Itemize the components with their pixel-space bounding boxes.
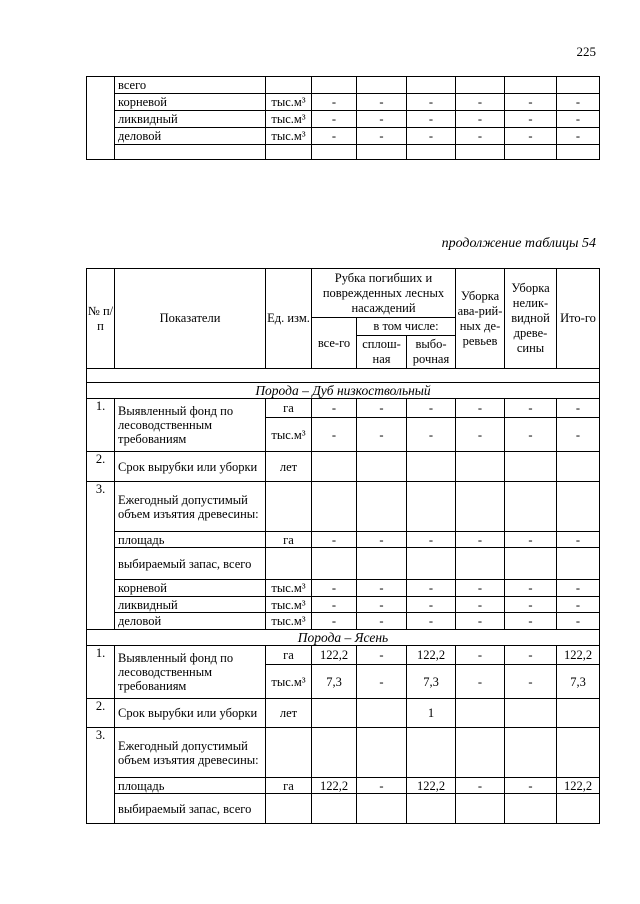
value-cell — [556, 727, 600, 777]
value-cell: 7,3 — [406, 664, 455, 698]
value-cell: - — [356, 777, 406, 793]
value-cell: - — [504, 127, 556, 144]
unit-cell — [265, 727, 311, 777]
value-cell: - — [311, 110, 356, 127]
value-cell — [406, 451, 455, 481]
value-cell: - — [455, 596, 504, 612]
indicator-cell: ликвидный — [114, 596, 265, 612]
unit-cell: тыс.м³ — [265, 596, 311, 612]
value-cell: - — [455, 110, 504, 127]
value-cell: - — [556, 127, 600, 144]
value-cell — [455, 451, 504, 481]
indicator-cell: площадь — [114, 531, 265, 547]
indicator-cell: деловой — [114, 612, 265, 629]
value-cell: - — [406, 398, 455, 417]
unit-cell: тыс.м³ — [265, 127, 311, 144]
value-cell — [311, 727, 356, 777]
value-cell — [406, 727, 455, 777]
value-cell: - — [455, 93, 504, 110]
value-cell — [406, 481, 455, 531]
header-illiquid: Уборка нелик-видной древе-сины — [504, 268, 556, 368]
value-cell — [356, 727, 406, 777]
value-cell: - — [455, 417, 504, 451]
unit-cell — [265, 481, 311, 531]
indicator-cell: Срок вырубки или уборки — [114, 698, 265, 727]
value-cell — [311, 481, 356, 531]
indicator-cell: корневой — [114, 93, 265, 110]
value-cell: 7,3 — [311, 664, 356, 698]
unit-cell — [265, 547, 311, 579]
unit-cell: тыс.м³ — [265, 110, 311, 127]
value-cell: 122,2 — [556, 777, 600, 793]
table-caption: продолжение таблицы 54 — [441, 236, 596, 251]
value-cell: - — [356, 579, 406, 596]
value-cell — [455, 547, 504, 579]
value-cell — [455, 727, 504, 777]
row-number: 1. — [86, 645, 114, 698]
value-cell: - — [455, 398, 504, 417]
value-cell — [556, 793, 600, 824]
value-cell: - — [556, 612, 600, 629]
indicator-cell: Ежегодный допустимый объем изъятия древесины: — [114, 481, 265, 531]
unit-cell: лет — [265, 698, 311, 727]
value-cell: - — [504, 664, 556, 698]
value-cell — [504, 481, 556, 531]
header-total: все-го — [311, 317, 356, 368]
value-cell — [356, 481, 406, 531]
value-cell: - — [406, 417, 455, 451]
value-cell: 7,3 — [556, 664, 600, 698]
header-sum: Ито-го — [556, 268, 600, 368]
value-cell — [556, 481, 600, 531]
unit-cell: га — [265, 645, 311, 664]
value-cell — [311, 793, 356, 824]
value-cell — [504, 698, 556, 727]
row-number: 3. — [86, 727, 114, 824]
value-cell: - — [356, 127, 406, 144]
indicator-cell: Выявленный фонд по лесоводственным требованиям — [114, 398, 265, 451]
value-cell: - — [356, 93, 406, 110]
indicator-cell: деловой — [114, 127, 265, 144]
value-cell — [556, 698, 600, 727]
value-cell: - — [356, 645, 406, 664]
value-cell — [504, 727, 556, 777]
value-cell — [311, 451, 356, 481]
value-cell: - — [356, 612, 406, 629]
indicator-cell: Ежегодный допустимый объем изъятия древесины: — [114, 727, 265, 777]
row-number: 2. — [86, 698, 114, 727]
indicator-cell: Выявленный фонд по лесоводственным требованиям — [114, 645, 265, 698]
header-num: № п/п — [86, 268, 114, 368]
value-cell: - — [311, 596, 356, 612]
unit-cell: тыс.м³ — [265, 417, 311, 451]
header-selective: выбо-рочная — [406, 335, 455, 368]
value-cell: - — [356, 596, 406, 612]
value-cell: - — [356, 110, 406, 127]
unit-cell: га — [265, 777, 311, 793]
value-cell: - — [556, 579, 600, 596]
value-cell — [311, 547, 356, 579]
unit-cell: га — [265, 531, 311, 547]
value-cell: - — [311, 579, 356, 596]
value-cell — [504, 547, 556, 579]
value-cell — [406, 793, 455, 824]
value-cell: - — [556, 531, 600, 547]
value-cell: - — [406, 531, 455, 547]
section-title: Порода – Ясень — [86, 629, 600, 645]
value-cell: - — [356, 664, 406, 698]
value-cell: 122,2 — [406, 777, 455, 793]
unit-cell: тыс.м³ — [265, 579, 311, 596]
value-cell — [504, 451, 556, 481]
indicator-cell: площадь — [114, 777, 265, 793]
header-unit: Ед. изм. — [265, 268, 311, 368]
row-number: 3. — [86, 481, 114, 629]
row-number: 2. — [86, 451, 114, 481]
value-cell: - — [455, 612, 504, 629]
value-cell: - — [455, 664, 504, 698]
value-cell — [455, 793, 504, 824]
value-cell — [311, 698, 356, 727]
value-cell: - — [406, 596, 455, 612]
unit-cell: га — [265, 398, 311, 417]
value-cell: - — [406, 579, 455, 596]
page-number: 225 — [576, 44, 596, 59]
indicator-cell: корневой — [114, 579, 265, 596]
value-cell: - — [556, 110, 600, 127]
value-cell: - — [504, 93, 556, 110]
value-cell: - — [455, 645, 504, 664]
value-cell: - — [311, 531, 356, 547]
value-cell: - — [455, 777, 504, 793]
value-cell: - — [406, 110, 455, 127]
header-emergency: Уборка ава-рий-ных де-ревьев — [455, 268, 504, 368]
value-cell: - — [504, 645, 556, 664]
section-title: Порода – Дуб низкоствольный — [86, 382, 600, 398]
indicator-cell: всего — [114, 76, 265, 93]
indicator-cell: выбираемый запас, всего — [114, 547, 265, 579]
unit-cell: тыс.м³ — [265, 664, 311, 698]
header-including: в том числе: — [356, 317, 455, 335]
value-cell: - — [504, 417, 556, 451]
row-number: 1. — [86, 398, 114, 451]
header-dead-felling: Рубка погибших и поврежденных лесных насаждений — [311, 268, 455, 317]
value-cell — [356, 793, 406, 824]
value-cell: - — [455, 579, 504, 596]
value-cell: - — [406, 612, 455, 629]
value-cell: 1 — [406, 698, 455, 727]
value-cell: - — [504, 777, 556, 793]
value-cell: - — [504, 596, 556, 612]
value-cell: 122,2 — [311, 645, 356, 664]
indicator-cell: ликвидный — [114, 110, 265, 127]
value-cell — [406, 547, 455, 579]
value-cell: - — [556, 93, 600, 110]
value-cell: - — [504, 398, 556, 417]
header-indicators: Показатели — [114, 268, 265, 368]
indicator-cell: Срок вырубки или уборки — [114, 451, 265, 481]
value-cell: 122,2 — [406, 645, 455, 664]
value-cell: - — [556, 398, 600, 417]
value-cell — [356, 698, 406, 727]
value-cell — [556, 451, 600, 481]
value-cell: - — [356, 417, 406, 451]
value-cell: - — [504, 612, 556, 629]
value-cell — [356, 547, 406, 579]
header-clear: сплош-ная — [356, 335, 406, 368]
value-cell — [455, 698, 504, 727]
value-cell: - — [311, 398, 356, 417]
unit-cell: лет — [265, 451, 311, 481]
value-cell — [455, 481, 504, 531]
value-cell: - — [504, 110, 556, 127]
value-cell — [356, 451, 406, 481]
unit-cell: тыс.м³ — [265, 93, 311, 110]
value-cell — [556, 547, 600, 579]
value-cell: 122,2 — [556, 645, 600, 664]
value-cell: - — [406, 93, 455, 110]
value-cell: - — [556, 596, 600, 612]
value-cell: - — [311, 417, 356, 451]
value-cell: - — [356, 531, 406, 547]
value-cell: - — [455, 127, 504, 144]
value-cell: - — [356, 398, 406, 417]
value-cell: - — [504, 579, 556, 596]
unit-cell — [265, 793, 311, 824]
unit-cell: тыс.м³ — [265, 612, 311, 629]
value-cell: - — [504, 531, 556, 547]
blank-row — [86, 368, 600, 382]
value-cell: - — [311, 127, 356, 144]
value-cell — [504, 793, 556, 824]
value-cell: - — [556, 417, 600, 451]
value-cell: 122,2 — [311, 777, 356, 793]
value-cell: - — [406, 127, 455, 144]
value-cell: - — [455, 531, 504, 547]
indicator-cell: выбираемый запас, всего — [114, 793, 265, 824]
value-cell: - — [311, 612, 356, 629]
value-cell: - — [311, 93, 356, 110]
